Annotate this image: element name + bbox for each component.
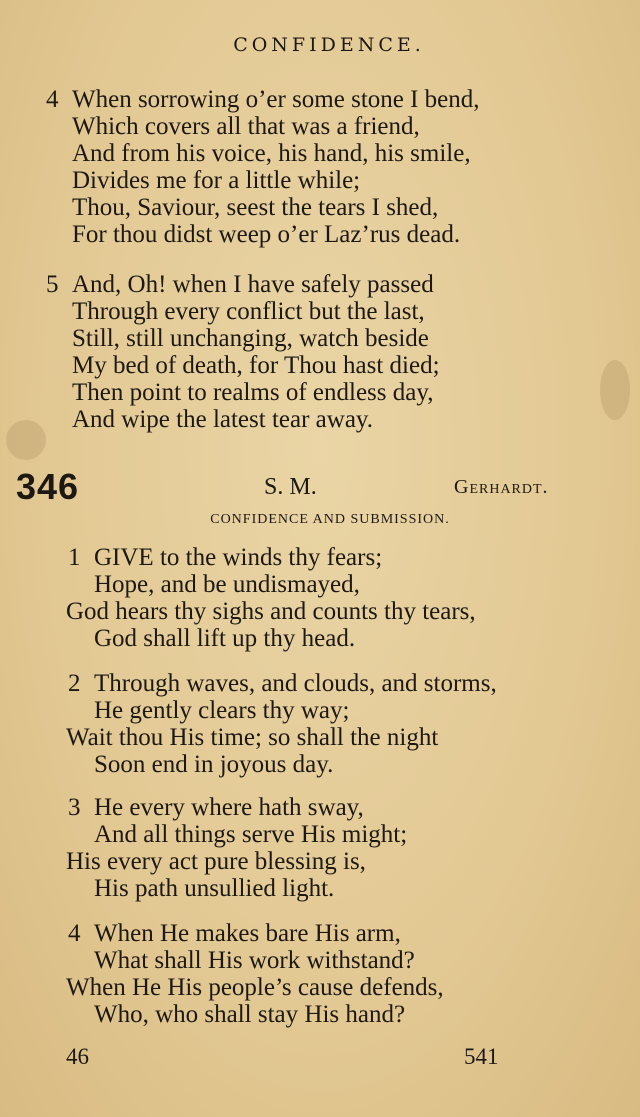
- stanza-number: 1: [68, 544, 81, 571]
- verse-line: Soon end in joyous day.: [94, 751, 334, 778]
- footer-page-number: 46: [66, 1044, 89, 1069]
- verse-line: Which covers all that was a friend,: [72, 113, 420, 140]
- running-head: CONFIDENCE.: [233, 34, 425, 56]
- hymn-stanza-1: [0, 544, 620, 652]
- verse-line: He gently clears thy way;: [94, 697, 350, 724]
- verse-line: Still, still unchanging, watch beside: [72, 325, 429, 352]
- verse-line: And from his voice, his hand, his smile,: [72, 140, 471, 167]
- stanza-number: 5: [46, 271, 59, 298]
- verse-line: And all things serve His might;: [94, 821, 408, 848]
- verse-line: 4 When sorrowing o’er some stone I bend,: [46, 86, 480, 113]
- verse-line: Divides me for a little while;: [72, 167, 361, 194]
- verse-line: His path unsullied light.: [94, 875, 335, 902]
- verse-line: What shall His work withstand?: [94, 947, 415, 974]
- previous-stanza-5: [0, 271, 620, 433]
- verse-line: Wait thou His time; so shall the night: [66, 724, 439, 751]
- verse-line: When He His people’s cause defends,: [66, 974, 444, 1001]
- stanza-number: 4: [68, 920, 81, 947]
- footer-hymn-page: 541: [464, 1044, 499, 1069]
- verse-line: 1 GIVE to the winds thy fears;: [68, 544, 383, 571]
- verse-line: Who, who shall stay His hand?: [94, 1001, 406, 1028]
- hymn-subtitle: CONFIDENCE AND SUBMISSION.: [210, 512, 450, 527]
- hymn-stanza-2: [0, 670, 620, 778]
- hymn-number: 346: [16, 466, 80, 507]
- stanza-number: 4: [46, 86, 59, 113]
- verse-line: 4 When He makes bare His arm,: [68, 920, 401, 947]
- verse-line: Then point to realms of endless day,: [72, 379, 434, 406]
- verse-line: 2 Through waves, and clouds, and storms,: [68, 670, 497, 697]
- hymn-stanza-4: [0, 920, 620, 1028]
- verse-line: God hears thy sighs and counts thy tears,: [66, 598, 476, 625]
- previous-stanza-4: [0, 86, 620, 248]
- verse-line: Thou, Saviour, seest the tears I shed,: [72, 194, 439, 221]
- hymn-meter: S. M.: [264, 474, 317, 500]
- hymn-stanza-3: [0, 794, 620, 902]
- verse-line: My bed of death, for Thou hast died;: [72, 352, 440, 379]
- stanza-number: 2: [68, 670, 81, 697]
- verse-line: God shall lift up thy head.: [94, 625, 356, 652]
- hymn-author: Gerhardt.: [454, 476, 549, 498]
- verse-line: 3 He every where hath sway,: [68, 794, 364, 821]
- verse-line: 5 And, Oh! when I have safely passed: [46, 271, 434, 298]
- verse-line: Through every conflict but the last,: [72, 298, 425, 325]
- verse-line: Hope, and be undismayed,: [94, 571, 360, 598]
- verse-line: His every act pure blessing is,: [66, 848, 366, 875]
- verse-line: For thou didst weep o’er Laz’rus dead.: [72, 221, 461, 248]
- stanza-number: 3: [68, 794, 81, 821]
- verse-line: And wipe the latest tear away.: [72, 406, 374, 433]
